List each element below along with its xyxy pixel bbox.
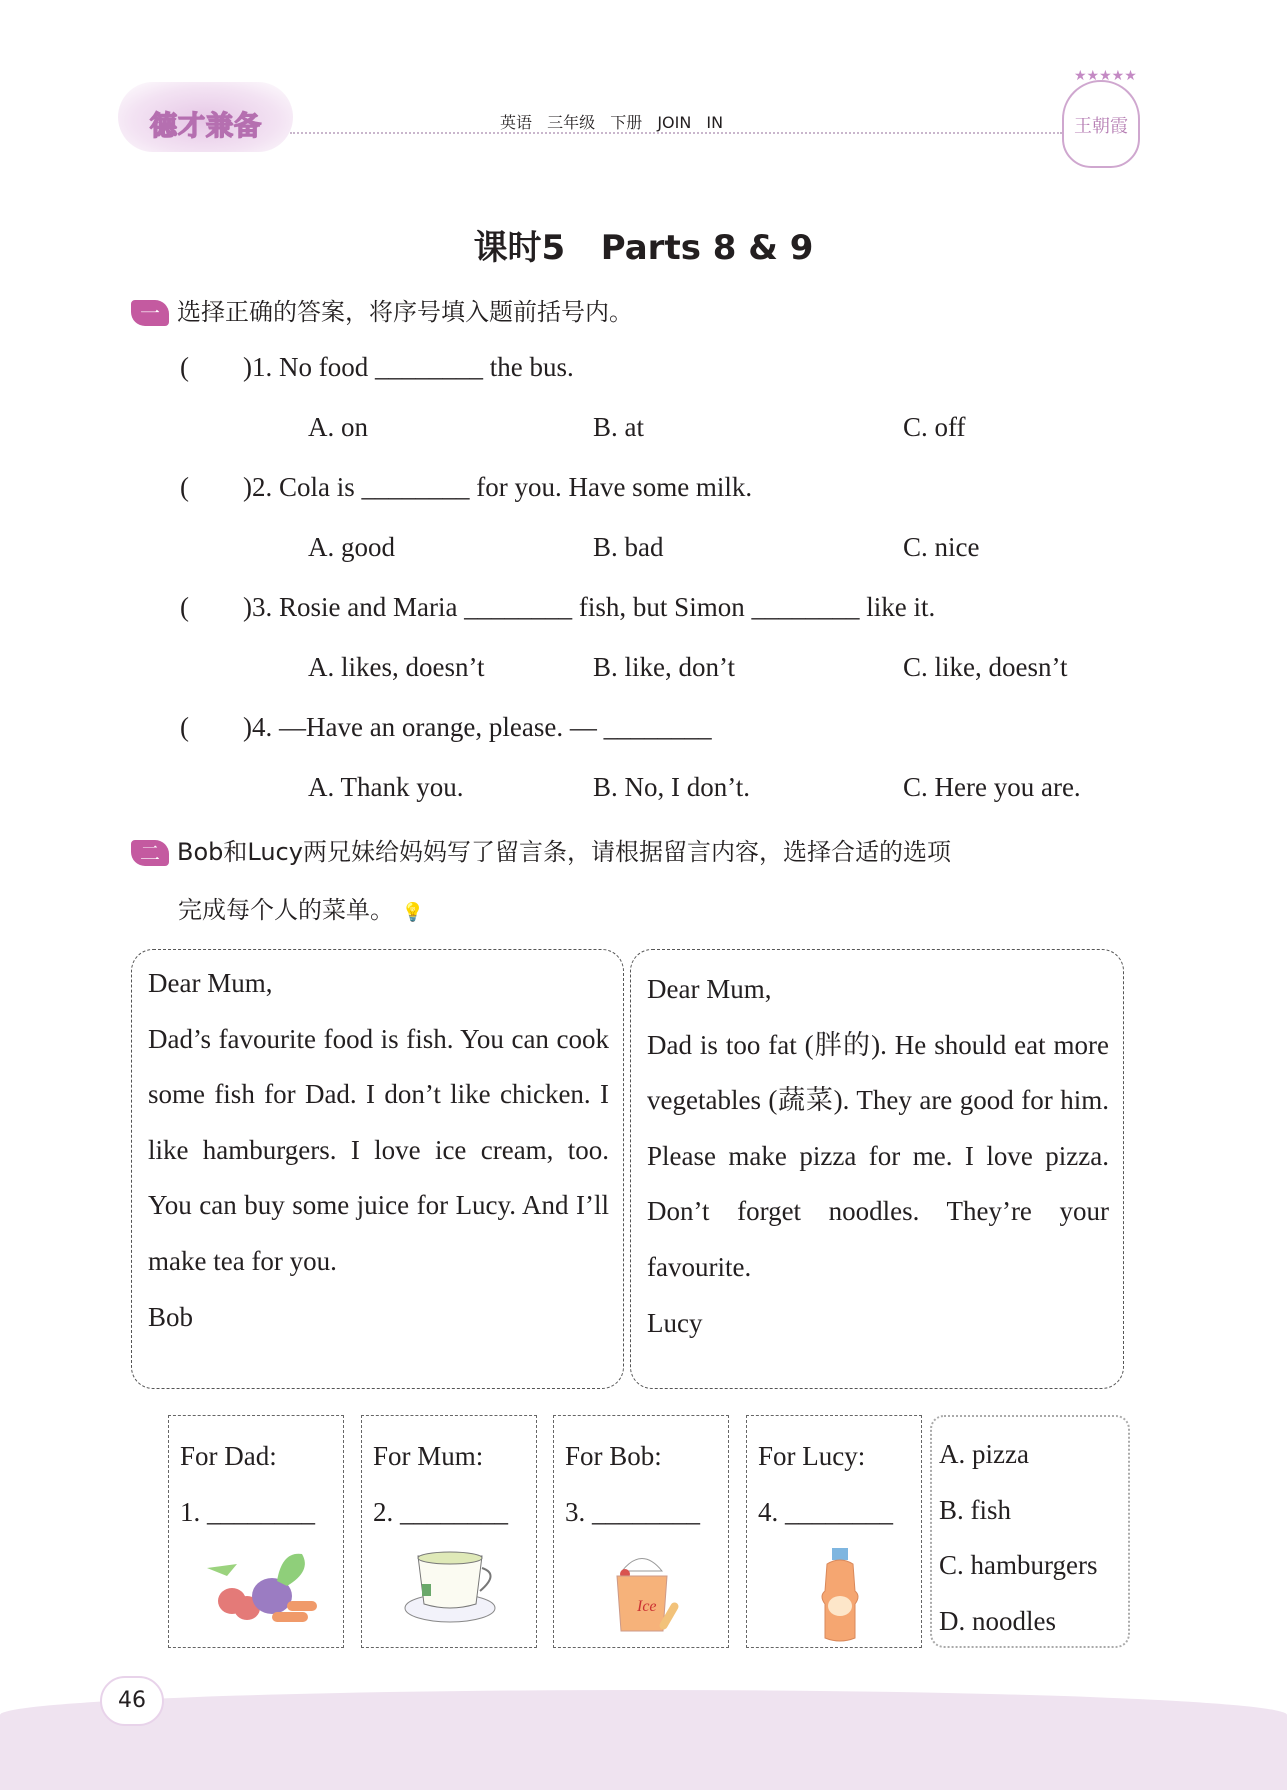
menu-card-fordad [168, 1415, 344, 1648]
answer-option: B. like, don’t [593, 652, 736, 682]
menu-label: For Dad: [180, 1441, 277, 1471]
choice: B. fish [939, 1494, 1012, 1525]
answer-option: C. nice [903, 532, 980, 562]
menu-card-forbob [553, 1415, 729, 1648]
footer-band [0, 1690, 1287, 1790]
answer-option: A. likes, doesn’t [308, 652, 485, 682]
volume: 下册 [610, 113, 643, 132]
page-number: 46 [100, 1676, 164, 1726]
answer-option: C. off [903, 412, 966, 442]
juice-icon [758, 1546, 921, 1646]
ice-cream-icon [565, 1546, 728, 1636]
menu-card-formum [361, 1415, 537, 1648]
answer-option: A. good [308, 532, 395, 562]
menu-label: For Mum: [373, 1441, 484, 1471]
letter-body: Dad is too fat (胖的). He should eat more vegetables (蔬菜). They are good for him. Please make pizza for me. I love pizza. Don’t forget noodles. They’re your favourite. [647, 1029, 1109, 1282]
lightbulb-icon: 💡 [401, 902, 425, 923]
letter-lucy [630, 949, 1124, 1389]
letter-greeting: Dear Mum, [148, 968, 273, 998]
section2-heading-line2: 完成每个人的菜单。 💡 [178, 896, 425, 924]
question-stem: ( )3. Rosie and Maria ________ fish, but Simon ________ like it. [180, 592, 936, 622]
grade: 三年级 [547, 113, 596, 132]
answer-option: B. bad [593, 532, 664, 562]
question-stem: ( )4. —Have an orange, please. — ________ [180, 712, 712, 742]
menu-label: For Lucy: [758, 1441, 866, 1471]
menu-card-forlucy [746, 1415, 922, 1648]
answer-option: B. No, I don’t. [593, 772, 751, 802]
answer-blank[interactable]: 3. ________ [565, 1497, 700, 1527]
choices-box [930, 1415, 1130, 1648]
menu-label: For Bob: [565, 1441, 662, 1471]
edition: JOIN IN [657, 113, 724, 132]
subject: 英语 [500, 113, 533, 132]
question-stem: ( )2. Cola is ________ for you. Have some milk. [180, 472, 753, 502]
header-info [500, 110, 723, 133]
answer-blank[interactable]: 4. ________ [758, 1497, 893, 1527]
page-title: 课时5 Parts 8 & 9 [473, 228, 814, 268]
choice: D. noodles [939, 1605, 1056, 1636]
letter-body: Dad’s favourite food is fish. You can cook some fish for Dad. I don’t like chicken. I like hamburgers. I love ice cream, too. You can buy some juice for Lucy. And I’ll make tea for you. [148, 1023, 609, 1276]
seal-logo: ★★★★★ 王朝霞 [1062, 80, 1140, 168]
letter-bob [131, 949, 624, 1389]
answer-blank[interactable]: 2. ________ [373, 1497, 508, 1527]
answer-option: C. Here you are. [903, 772, 1081, 802]
answer-option: B. at [593, 412, 644, 442]
answer-option: A. on [308, 412, 368, 442]
letter-signature: Bob [148, 1301, 194, 1332]
answer-blank[interactable]: 1. ________ [180, 1497, 315, 1527]
letter-signature: Lucy [647, 1307, 703, 1338]
vegetables-icon [180, 1546, 343, 1626]
svg-text:Ice: Ice [636, 1598, 657, 1615]
choice: C. hamburgers [939, 1550, 1098, 1580]
stars-icon: ★★★★★ [1074, 69, 1137, 84]
brand-logo: 德才兼备 [118, 82, 293, 152]
choice: A. pizza [939, 1439, 1029, 1469]
answer-option: C. like, doesn’t [903, 652, 1068, 682]
answer-option: A. Thank you. [308, 772, 464, 802]
section1-heading: 一 选择正确的答案，将序号填入题前括号内。 [131, 292, 633, 327]
section2-heading: 二 Bob和Lucy两兄妹给妈妈写了留言条，请根据留言内容，选择合适的选项 [131, 832, 951, 867]
letter-greeting: Dear Mum, [647, 974, 772, 1004]
tea-icon [373, 1546, 536, 1626]
question-stem: ( )1. No food ________ the bus. [180, 352, 574, 382]
section-badge: 一 [131, 300, 169, 326]
section-badge: 二 [131, 840, 169, 866]
